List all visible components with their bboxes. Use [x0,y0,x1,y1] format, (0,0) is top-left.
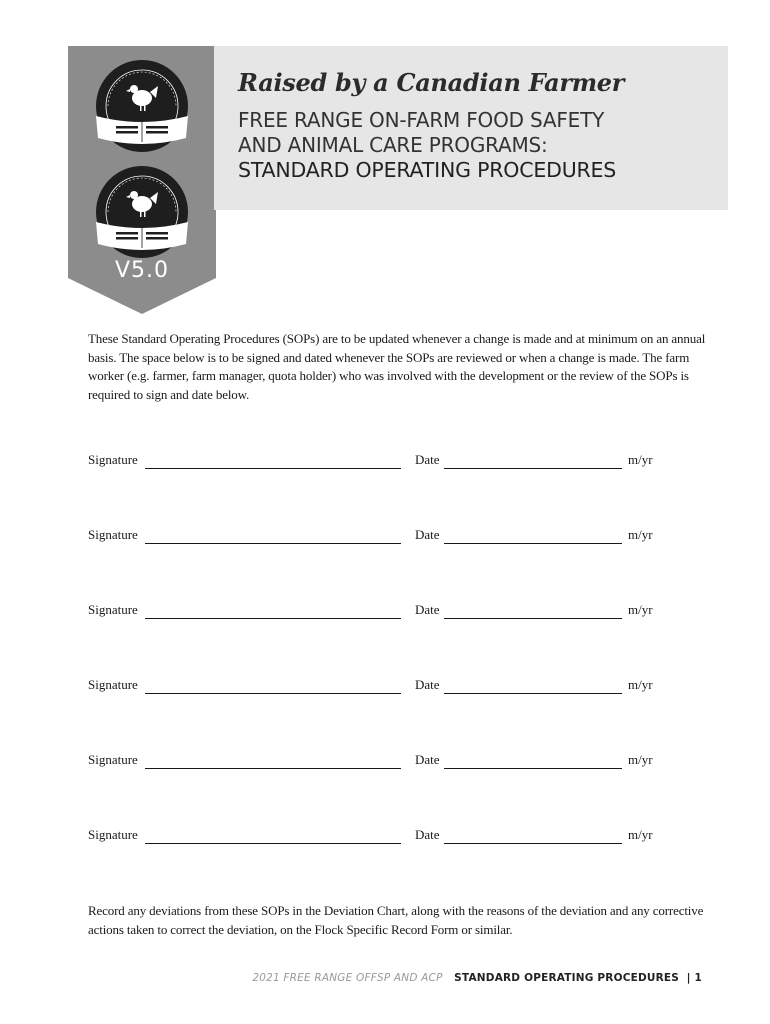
date-unit: m/yr [628,602,653,617]
date-unit: m/yr [628,677,653,692]
subtitle-line-2: AND ANIMAL CARE PROGRAMS: [238,133,548,157]
intro-paragraph: These Standard Operating Procedures (SOPs) are to be updated whenever a change is made and at minimum on an annual basis. The space below is to be signed and dated whenever the SOPs are reviewed or when a change is made. The farm worker (e.g. farmer, farm manager, quota holder) who was involved with the development or the review of the SOPs is required to sign and date below. [88,331,706,402]
date-label: Date [415,602,440,617]
food-safety-badge [96,60,188,152]
date-unit: m/yr [628,452,653,467]
signature-row [88,527,688,547]
date-unit: m/yr [628,527,653,542]
signature-field[interactable] [145,693,401,694]
signature-label: Signature [88,452,138,467]
subtitle-line-1: FREE RANGE ON-FARM FOOD SAFETY [238,108,605,132]
footer-section: STANDARD OPERATING PROCEDURES [454,972,680,984]
signature-label: Signature [88,827,138,842]
signature-row [88,827,688,847]
closing-paragraph: Record any deviations from these SOPs in the Deviation Chart, along with the reasons of the deviation and any corrective actions taken to correct the deviation, on the Flock Specific Record Form or similar. [88,903,704,937]
signature-label: Signature [88,527,138,542]
signature-row [88,677,688,697]
date-unit: m/yr [628,752,653,767]
signature-label: Signature [88,677,138,692]
date-field[interactable] [444,468,622,469]
brand-title: Raised by a Canadian Farmer [238,68,625,97]
date-field[interactable] [444,543,622,544]
date-label: Date [415,452,440,467]
date-label: Date [415,827,440,842]
signature-field[interactable] [145,843,401,844]
signature-row [88,452,688,472]
date-label: Date [415,752,440,767]
signature-label: Signature [88,602,138,617]
signature-row [88,602,688,622]
signature-field[interactable] [145,768,401,769]
date-label: Date [415,677,440,692]
date-label: Date [415,527,440,542]
page-title: STANDARD OPERATING PROCEDURES [238,158,617,182]
signature-field[interactable] [145,468,401,469]
date-field[interactable] [444,768,622,769]
signature-label: Signature [88,752,138,767]
program-subtitle [238,108,718,158]
signature-field[interactable] [145,618,401,619]
signature-field[interactable] [145,543,401,544]
page-footer [252,972,702,984]
header-band [214,46,728,210]
date-field[interactable] [444,618,622,619]
date-field[interactable] [444,843,622,844]
footer-doc-ref: 2021 FREE RANGE OFFSP AND ACP [252,972,443,984]
version-label: V5.0 [114,258,170,283]
animal-care-badge [96,166,188,258]
signature-row [88,752,688,772]
date-unit: m/yr [628,827,653,842]
page-number: | 1 [686,972,702,984]
date-field[interactable] [444,693,622,694]
